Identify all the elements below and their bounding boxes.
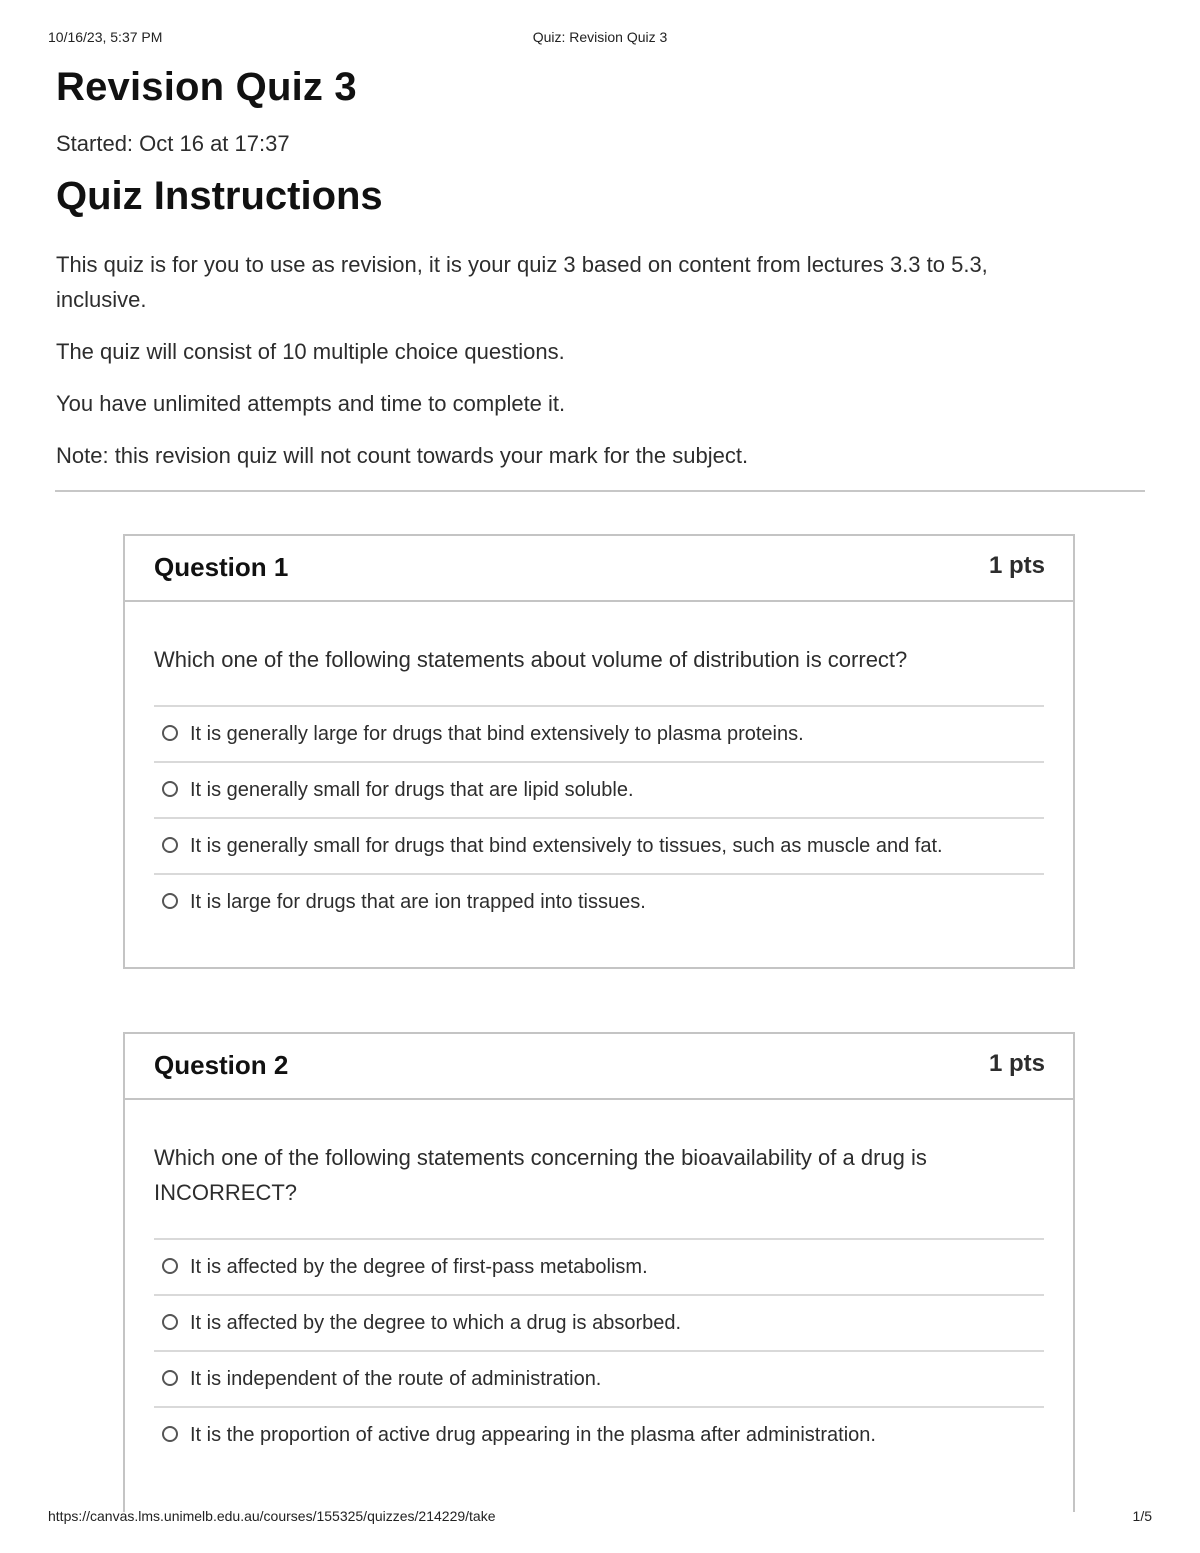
answer-label[interactable]: It is generally small for drugs that are lipid soluble. <box>190 779 634 801</box>
answer-label[interactable]: It is the proportion of active drug appearing in the plasma after administration. <box>190 1424 876 1446</box>
print-footer <box>48 1508 1152 1528</box>
question-body <box>125 1100 1073 1462</box>
radio-button[interactable] <box>162 1370 178 1386</box>
radio-button[interactable] <box>162 1426 178 1442</box>
print-document-title: Quiz: Revision Quiz 3 <box>532 29 668 45</box>
answer-option[interactable] <box>154 1296 1044 1352</box>
print-header <box>48 29 1152 49</box>
question-body <box>125 602 1073 929</box>
question-card-2 <box>123 1032 1075 1512</box>
radio-button[interactable] <box>162 781 178 797</box>
question-header <box>125 1034 1073 1100</box>
radio-button[interactable] <box>162 893 178 909</box>
answer-list <box>154 1238 1044 1462</box>
page-number: 1/5 <box>1132 1508 1152 1524</box>
answer-label[interactable]: It is generally large for drugs that bind extensively to plasma proteins. <box>190 723 804 745</box>
question-title: Question 2 <box>154 1050 289 1080</box>
radio-button[interactable] <box>162 837 178 853</box>
started-timestamp: Started: Oct 16 at 17:37 <box>56 131 290 156</box>
answer-label[interactable]: It is large for drugs that are ion trapped into tissues. <box>190 891 646 913</box>
answer-option[interactable] <box>154 707 1044 763</box>
instruction-paragraph: You have unlimited attempts and time to complete it. <box>56 391 566 416</box>
radio-button[interactable] <box>162 725 178 741</box>
answer-option[interactable] <box>154 1352 1044 1408</box>
answer-label[interactable]: It is affected by the degree of first-pass metabolism. <box>190 1256 648 1278</box>
instruction-paragraph: This quiz is for you to use as revision, it is your quiz 3 based on content from lectures 3.3 to 5.3, inclusive. <box>56 252 988 312</box>
question-card-1 <box>123 534 1075 969</box>
answer-option[interactable] <box>154 875 1044 929</box>
question-points: 1 pts <box>988 1050 1045 1077</box>
instruction-paragraph: The quiz will consist of 10 multiple choice questions. <box>56 339 565 364</box>
answer-option[interactable] <box>154 1408 1044 1462</box>
radio-button[interactable] <box>162 1258 178 1274</box>
instruction-paragraph: Note: this revision quiz will not count towards your mark for the subject. <box>56 443 749 468</box>
quiz-title: Revision Quiz 3 <box>56 65 357 109</box>
answer-option[interactable] <box>154 1240 1044 1296</box>
instructions-heading: Quiz Instructions <box>56 174 383 218</box>
answer-label[interactable]: It is independent of the route of administration. <box>190 1368 602 1390</box>
question-text: Which one of the following statements about volume of distribution is correct? <box>154 647 908 672</box>
question-header <box>125 536 1073 602</box>
answer-option[interactable] <box>154 763 1044 819</box>
answer-label[interactable]: It is generally small for drugs that bind extensively to tissues, such as muscle and fat. <box>190 835 943 857</box>
print-datetime: 10/16/23, 5:37 PM <box>48 29 163 45</box>
quiz-intro <box>56 62 1146 490</box>
radio-button[interactable] <box>162 1314 178 1330</box>
answer-label[interactable]: It is affected by the degree to which a drug is absorbed. <box>190 1312 682 1334</box>
question-text: Which one of the following statements concerning the bioavailability of a drug is INCORRECT? <box>154 1145 927 1205</box>
question-points: 1 pts <box>988 552 1045 579</box>
answer-list <box>154 705 1044 929</box>
page-url: https://canvas.lms.unimelb.edu.au/courses/155325/quizzes/214229/take <box>48 1508 496 1524</box>
instructions-body <box>56 247 1076 473</box>
divider <box>55 490 1145 492</box>
question-title: Question 1 <box>154 552 289 582</box>
answer-option[interactable] <box>154 819 1044 875</box>
